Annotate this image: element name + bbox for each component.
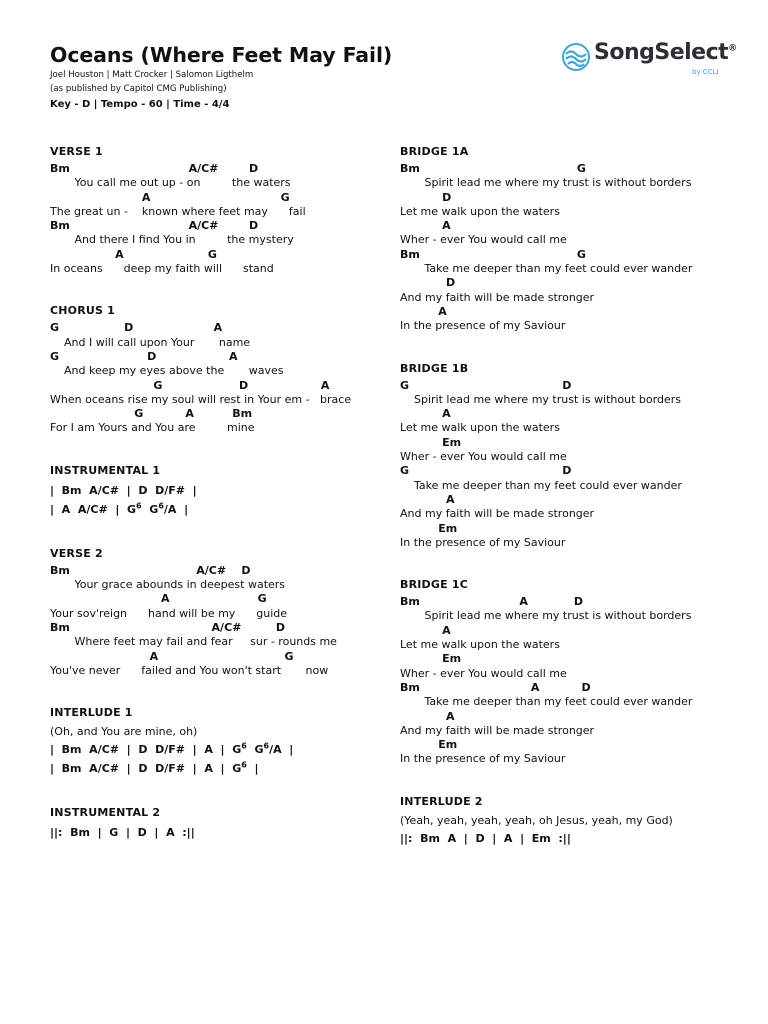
section-title: INSTRUMENTAL 1 [50, 463, 161, 477]
chord-line: Em [400, 652, 462, 666]
chord-line: A [400, 304, 447, 318]
chord-line: Em [400, 521, 458, 535]
chord-superscript: 6 [136, 501, 142, 511]
song-section [50, 463, 390, 519]
songselect-wave-icon [562, 43, 590, 71]
lyric-line: Take me deeper than my feet could ever wander [400, 478, 682, 492]
left-column [50, 144, 390, 869]
chord-line: G D [400, 378, 572, 392]
lyric-line: Let me walk upon the waters [400, 638, 560, 652]
chord-line: A [400, 219, 451, 233]
song-section [50, 546, 390, 678]
lyric-line: For I am Yours and You are mine [50, 421, 255, 435]
chord-progression: ||: Bm A | D | A | Em :|| [400, 831, 571, 845]
right-column [400, 144, 740, 875]
lyric-line: Spirit lead me where my trust is without borders [400, 176, 692, 190]
chord-line: Bm A/C# D [50, 620, 285, 634]
lyric-line: Your sov'reign hand will be my guide [50, 606, 288, 620]
lyric-line: And keep my eyes above the waves [50, 364, 284, 378]
chord-line: G D A [50, 378, 330, 392]
chord-line: Bm G [400, 162, 586, 175]
chord-progression: | Bm A/C# | D D/F# | A | $G^6$ $G^6/A$ | [50, 741, 294, 757]
lyric-line: Take me deeper than my feet could ever wander [400, 695, 693, 709]
chord-progression: | Bm A/C# | D D/F# | [50, 483, 197, 497]
chord-line: Bm A D [400, 595, 584, 609]
chord-progression: | A A/C# | $G^6$ $G^6/A$ | [50, 501, 189, 516]
chord-line: Bm A D [400, 680, 591, 694]
chord-line: Bm A/C# D [50, 162, 259, 175]
section-title: INTERLUDE 1 [50, 706, 133, 720]
chord-superscript: 6 [241, 760, 247, 770]
chord-line: G D A [50, 349, 238, 363]
chord-line: G D [400, 464, 572, 478]
song-section [50, 144, 390, 276]
chord-line: D [400, 276, 456, 290]
chord-progression: ||: Bm | G | D | A :|| [50, 826, 195, 840]
chord-line: Bm A/C# D [50, 219, 259, 233]
lyric-line: In the presence of my Saviour [400, 752, 566, 766]
chord-line: Em [400, 738, 458, 752]
lyric-line: The great un - known where feet may fail [50, 204, 306, 218]
lyric-line: Let me walk upon the waters [400, 421, 560, 435]
section-title: VERSE 1 [50, 145, 103, 158]
song-section [50, 303, 390, 435]
section-title: BRIDGE 1B [400, 361, 469, 375]
section-title: BRIDGE 1A [400, 145, 469, 158]
section-note: (Oh, and You are mine, oh) [50, 725, 198, 739]
chord-line: A G [50, 592, 267, 606]
chord-superscript: 6 [263, 741, 270, 751]
lyric-line: In oceans deep my faith will stand [50, 262, 274, 276]
song-title: Oceans (Where Feet May Fail) [50, 43, 393, 67]
song-section [400, 577, 740, 767]
lyric-line: Your grace abounds in deepest waters [50, 578, 286, 592]
chord-line: A [400, 492, 455, 506]
section-title: BRIDGE 1C [400, 578, 468, 592]
chord-line: D [400, 190, 452, 204]
key-tempo-time: Key - D | Tempo - 60 | Time - 4/4 [50, 99, 230, 110]
lyric-line: In the presence of my Saviour [400, 319, 566, 333]
songselect-logo [562, 40, 737, 82]
section-title: VERSE 2 [50, 546, 103, 560]
logo-wordmark: SongSelect® [594, 40, 737, 65]
chord-line: Bm A/C# D [50, 563, 251, 577]
song-section [50, 705, 390, 778]
lyric-line: Take me deeper than my feet could ever wander [400, 262, 693, 276]
lyric-line: And my faith will be made stronger [400, 507, 595, 521]
lyric-line: In the presence of my Saviour [400, 535, 566, 549]
song-section [400, 144, 740, 334]
chord-line: Em [400, 435, 462, 449]
chord-line: A G [50, 190, 290, 204]
song-section [400, 794, 740, 848]
lyric-line: Wher - ever You would call me [400, 666, 567, 680]
lyric-line: And my faith will be made stronger [400, 290, 595, 304]
chord-line: Bm G [400, 247, 586, 261]
lyric-line: You've never failed and You won't start now [50, 663, 329, 677]
chord-line: A [400, 407, 451, 421]
song-section [400, 361, 740, 551]
section-title: INTERLUDE 2 [400, 794, 483, 808]
logo-sub: by CCLI [692, 68, 719, 76]
section-title: CHORUS 1 [50, 304, 116, 318]
chord-superscript: 6 [158, 501, 164, 511]
song-authors: Joel Houston | Matt Crocker | Salomon Ligthelm [50, 70, 254, 80]
lyric-line: Let me walk upon the waters [400, 204, 560, 218]
lyric-line: And there I find You in the mystery [50, 233, 294, 247]
chord-superscript: 6 [241, 741, 247, 751]
chord-progression: | Bm A/C# | D D/F# | A | $G^6$ | [50, 760, 259, 776]
lyric-line: And I will call upon Your name [50, 335, 251, 349]
chord-line: A [400, 623, 451, 637]
lyric-line: And my faith will be made stronger [400, 723, 595, 737]
song-section [50, 805, 390, 842]
chord-line: A G [50, 247, 217, 261]
lyric-line: When oceans rise my soul will rest in Your em - brace [50, 392, 352, 406]
lyric-line: Spirit lead me where my trust is without borders [400, 392, 681, 406]
lyric-line: You call me out up - on the waters [50, 176, 291, 190]
section-title: INSTRUMENTAL 2 [50, 806, 161, 820]
chord-line: A G [50, 649, 294, 663]
lyric-line: Spirit lead me where my trust is without borders [400, 609, 692, 623]
chord-line: G A Bm [50, 407, 253, 421]
chord-line: A [400, 709, 455, 723]
lyric-line: Wher - ever You would call me [400, 450, 567, 464]
lyric-line: Where feet may fail and fear sur - rounds me [50, 635, 337, 649]
lyric-line: Wher - ever You would call me [400, 233, 567, 247]
song-publisher: (as published by Capitol CMG Publishing) [50, 83, 227, 94]
chord-line: G D A [50, 321, 223, 335]
section-note: (Yeah, yeah, yeah, yeah, oh Jesus, yeah, my God) [400, 813, 673, 827]
